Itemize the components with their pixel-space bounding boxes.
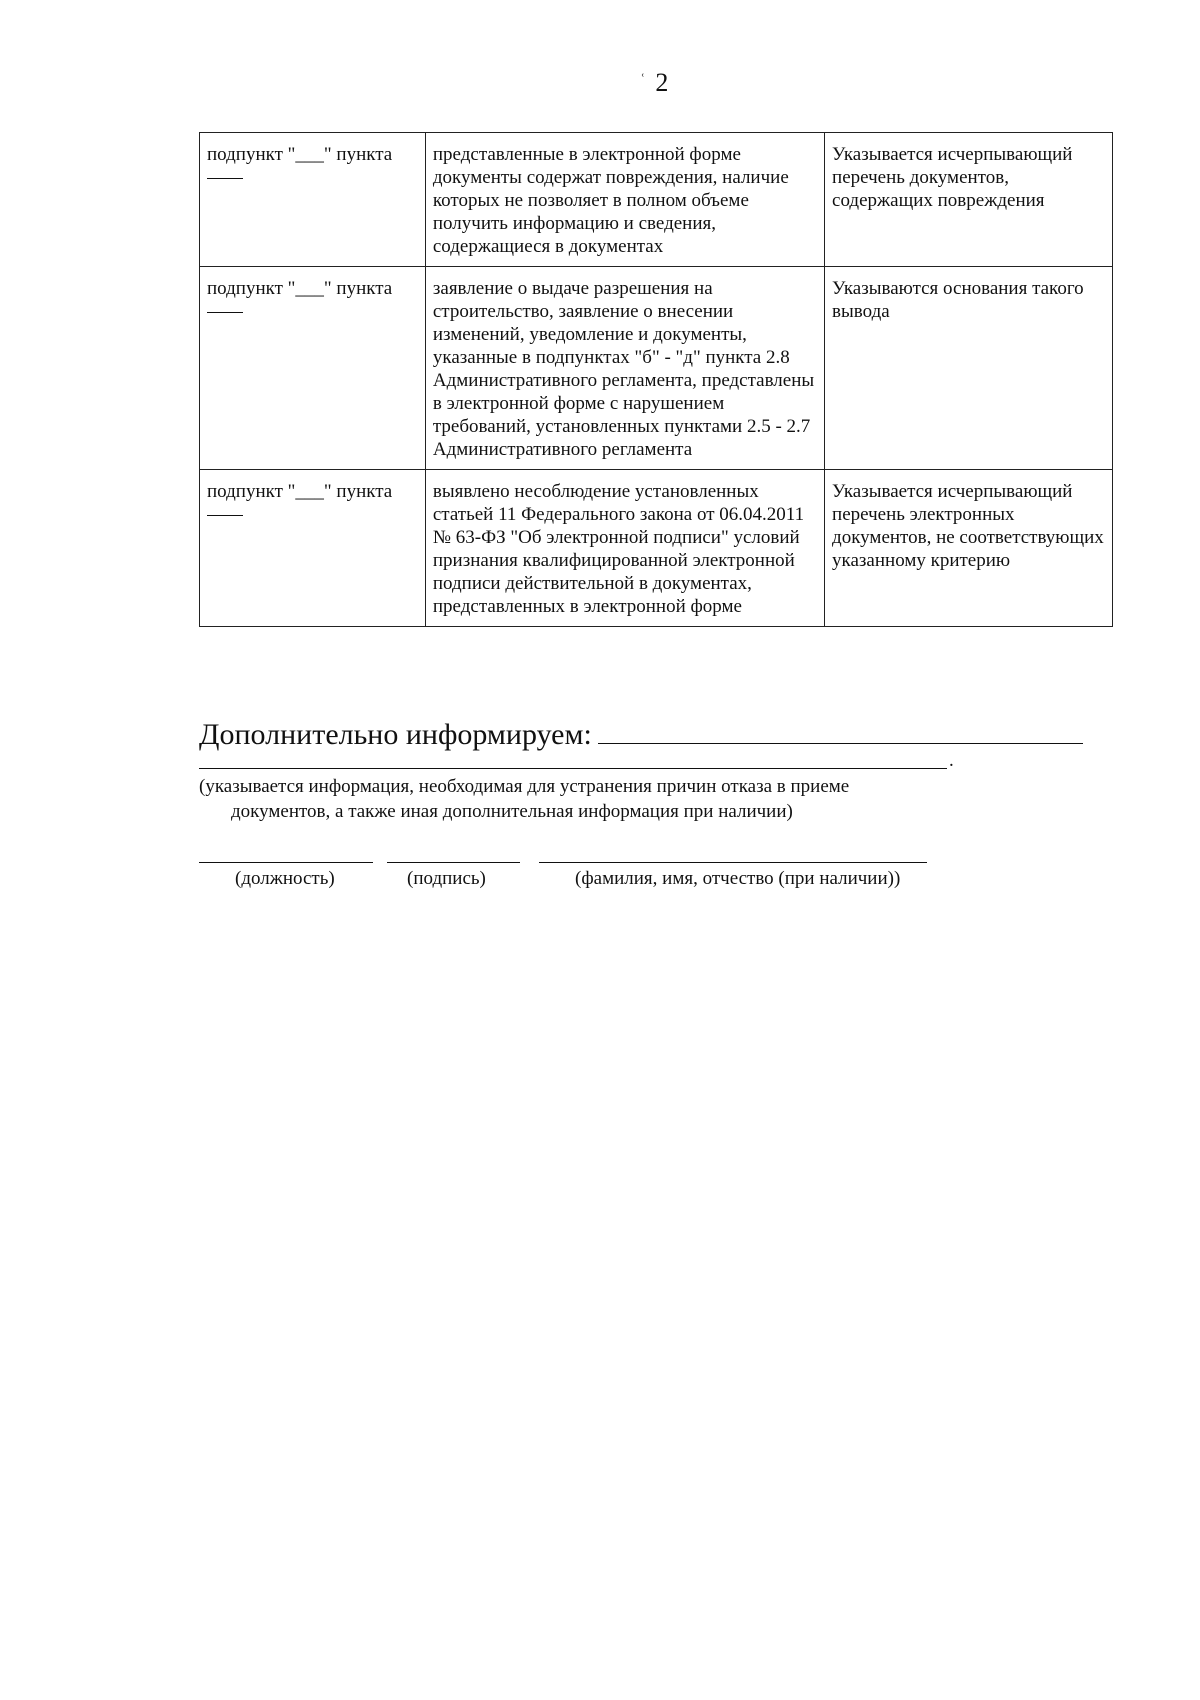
blank-line — [207, 312, 243, 313]
position-label: (должность) — [235, 868, 335, 889]
reference-text: подпункт "___" пункта — [207, 144, 393, 165]
scan-mark: ʿ — [640, 72, 646, 89]
reason-cell: выявлено несоблюдение установленных статьей 11 Федерального закона от 06.04.2011 № 63-ФЗ "Об электронной подписи" условий признания квалифицированной электронной подписи действительной в документах, представленных в электронной форме — [425, 470, 824, 627]
clarification-cell: Указывается исчерпывающий перечень документов, содержащих повреждения — [825, 133, 1113, 267]
additional-info-block — [199, 718, 1099, 774]
table-row — [200, 470, 1113, 627]
reason-cell: представленные в электронной форме документы содержат повреждения, наличие которых не позволяет в полном объеме получить информацию и сведения, содержащиеся в документах — [425, 133, 824, 267]
reference-cell — [200, 267, 426, 470]
reference-cell — [200, 133, 426, 267]
page-number — [640, 68, 668, 98]
clarification-cell: Указывается исчерпывающий перечень электронных документов, не соответствующих указанному критерию — [825, 470, 1113, 627]
signature-line — [387, 862, 520, 863]
full-name-line — [539, 862, 927, 863]
clarification-cell: Указываются основания такого вывода — [825, 267, 1113, 470]
additional-info-hint — [199, 774, 939, 824]
reference-cell — [200, 470, 426, 627]
full-name-label: (фамилия, имя, отчество (при наличии)) — [575, 868, 901, 889]
reference-text: подпункт "___" пункта — [207, 278, 393, 299]
additional-info-blank-line-2 — [199, 756, 947, 769]
blank-line — [207, 178, 243, 179]
reason-cell: заявление о выдаче разрешения на строительство, заявление о внесении изменений, уведомление и документы, указанные в подпунктах "б" - "д" пункта 2.8 Административного регламента, представлены в электронной форме с нарушением требований, установленных пунктами 2.5 - 2.7 Административного регламента — [425, 267, 824, 470]
signature-lines — [199, 862, 1099, 864]
page-number-value: 2 — [655, 68, 669, 97]
refusal-reasons-table — [199, 132, 1113, 627]
hint-line-1: (указывается информация, необходимая для устранения причин отказа в приеме — [199, 776, 850, 797]
end-mark: . — [949, 750, 954, 771]
position-line — [199, 862, 373, 863]
additional-info-label: Дополнительно информируем: — [199, 718, 592, 751]
table-row — [200, 133, 1113, 267]
additional-info-blank-line — [598, 743, 1083, 744]
hint-line-2: документов, а также иная дополнительная информация при наличии) — [231, 801, 793, 822]
reference-text: подпункт "___" пункта — [207, 481, 393, 502]
table-row — [200, 267, 1113, 470]
signature-label: (подпись) — [407, 868, 486, 889]
blank-line — [207, 515, 243, 516]
